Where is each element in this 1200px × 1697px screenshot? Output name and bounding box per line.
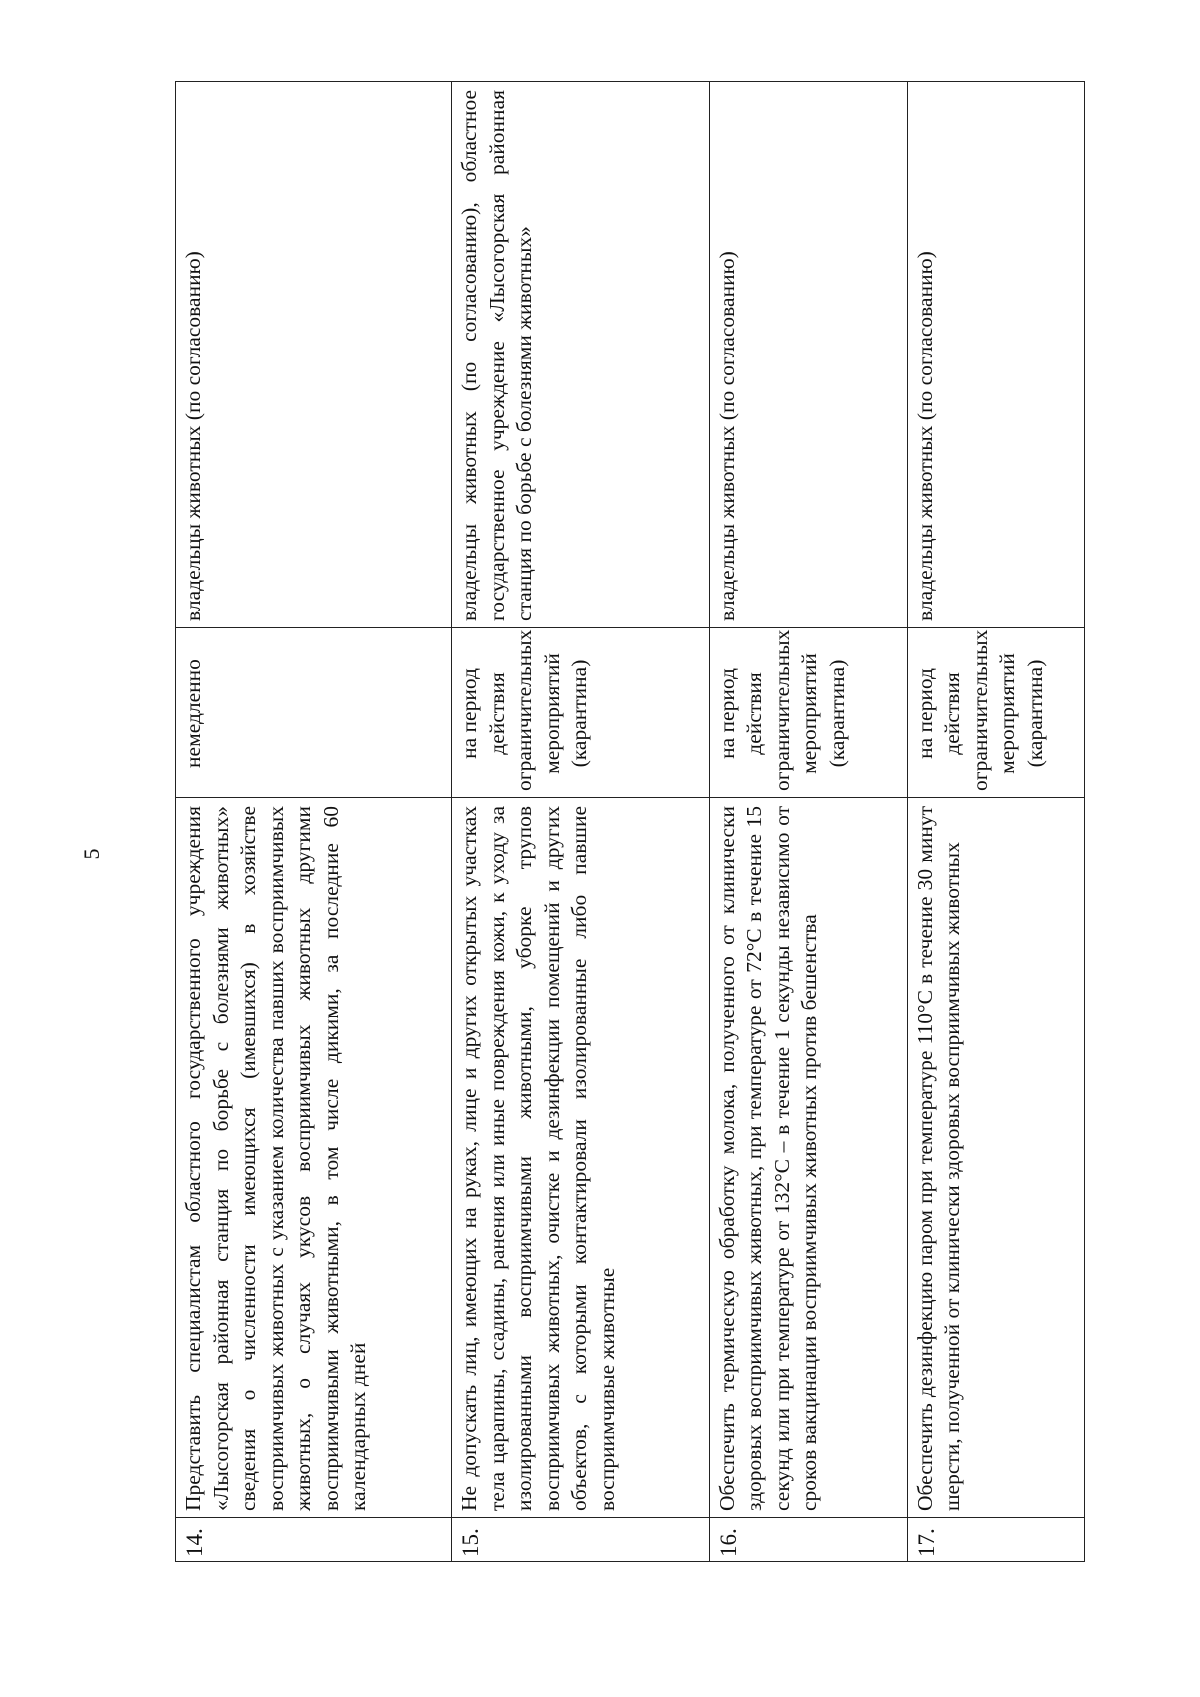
table-row <box>452 82 709 1562</box>
table-row <box>907 82 1084 1562</box>
responsible-cell: владельцы животных (по согласованию), областное государственное учреждение «Лысогорская районная станция по борьбе с болезнями животных» <box>452 82 709 628</box>
row-number: 16. <box>709 1518 907 1562</box>
measure-cell: Не допускать лиц, имеющих на руках, лице и других открытых участках тела царапины, ссадины, ранения или иные повреждения кожи, к уходу за изолированными восприимчивыми животными, уборке трупов восприимчивых животных, очистке и дезинфекции помещений и других объектов, с которыми контактировали изолированные либо павшие восприимчивые животные <box>452 798 709 1518</box>
page-number: 5 <box>79 848 104 860</box>
measure-cell: Обеспечить термическую обработку молока, полученного от клинически здоровых восприимчивых животных, при температуре от 72°C в течение 15 секунд или при температуре от 132°C – в течение 1 секунды независимо от сроков вакцинации восприимчивых животных против бешенства <box>709 798 907 1518</box>
measures-table <box>175 81 1085 1562</box>
measure-cell: Представить специалистам областного государственного учреждения «Лысогорская районная станция по борьбе с болезнями животных» сведения о численности имеющихся (имевшихся) в хозяйстве восприимчивых животных с указанием количества павших восприимчивых животных, о случаях укусов восприимчивых животных другими восприимчивыми животными, в том числе дикими, за последние 60 календарных дней <box>176 798 452 1518</box>
responsible-cell: владельцы животных (по согласованию) <box>176 82 452 628</box>
responsible-cell: владельцы животных (по согласованию) <box>907 82 1084 628</box>
row-number: 15. <box>452 1518 709 1562</box>
measure-cell: Обеспечить дезинфекцию паром при температуре 110°C в течение 30 минут шерсти, полученной от клинически здоровых восприимчивых животных <box>907 798 1084 1518</box>
table-row <box>709 82 907 1562</box>
term-cell: на период действия ограничительных мероприятий (карантина) <box>452 628 709 798</box>
term-cell: на период действия ограничительных мероприятий (карантина) <box>907 628 1084 798</box>
rotated-table-container <box>175 82 1085 1562</box>
responsible-cell: владельцы животных (по согласованию) <box>709 82 907 628</box>
term-cell: на период действия ограничительных мероприятий (карантина) <box>709 628 907 798</box>
row-number: 14. <box>176 1518 452 1562</box>
table-row <box>176 82 452 1562</box>
term-cell: немедленно <box>176 628 452 798</box>
row-number: 17. <box>907 1518 1084 1562</box>
